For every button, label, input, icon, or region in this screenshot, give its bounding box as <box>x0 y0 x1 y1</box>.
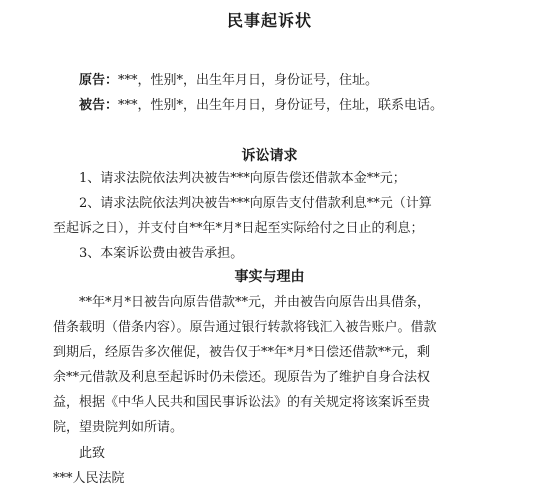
facts-line-2: 借条载明（借条内容）。原告通过银行转款将钱汇入被告账户。借款 <box>53 320 437 335</box>
plaintiff-label: 原告： <box>79 73 119 88</box>
claim-2-line-1: 2、请求法院依法判决被告***向原告支付借款利息**元（计算 <box>79 196 432 211</box>
plaintiff-text: ***，性别*，出生年月日，身份证号，住址。 <box>118 73 379 88</box>
facts-line-4: 余**元借款及利息至起诉时仍未偿还。现原告为了维护自身合法权 <box>53 370 431 385</box>
defendant-label: 被告： <box>79 98 119 113</box>
facts-line-1: **年*月*日被告向原告借款**元，并由被告向原告出具借条， <box>79 295 431 310</box>
claim-3: 3、本案诉讼费由被告承担。 <box>79 246 244 261</box>
facts-line-3: 到期后，经原告多次催促，被告仅于**年*月*日偿还借款**元，剩 <box>53 345 431 360</box>
closing-text: 此致 <box>79 446 106 461</box>
defendant-text: ***，性别*，出生年月日，身份证号，住址，联系电话。 <box>118 98 444 113</box>
claims-heading: 诉讼请求 <box>241 148 298 164</box>
facts-line-5: 益，根据《中华人民共和国民事诉讼法》的有关规定将该案诉至贵 <box>53 395 431 410</box>
facts-line-6: 院，望贵院判如所请。 <box>53 420 184 435</box>
claim-1: 1、请求法院依法判决被告***向原告偿还借款本金**元； <box>79 171 406 186</box>
document-title: 民事起诉状 <box>226 11 312 30</box>
court-name: ***人民法院 <box>53 471 125 486</box>
facts-heading: 事实与理由 <box>234 269 305 285</box>
claim-2-line-2: 至起诉之日），并支付自**年*月*日起至实际给付之日止的利息； <box>53 221 424 236</box>
plaintiff-line <box>79 73 378 89</box>
defendant-line <box>79 98 443 114</box>
